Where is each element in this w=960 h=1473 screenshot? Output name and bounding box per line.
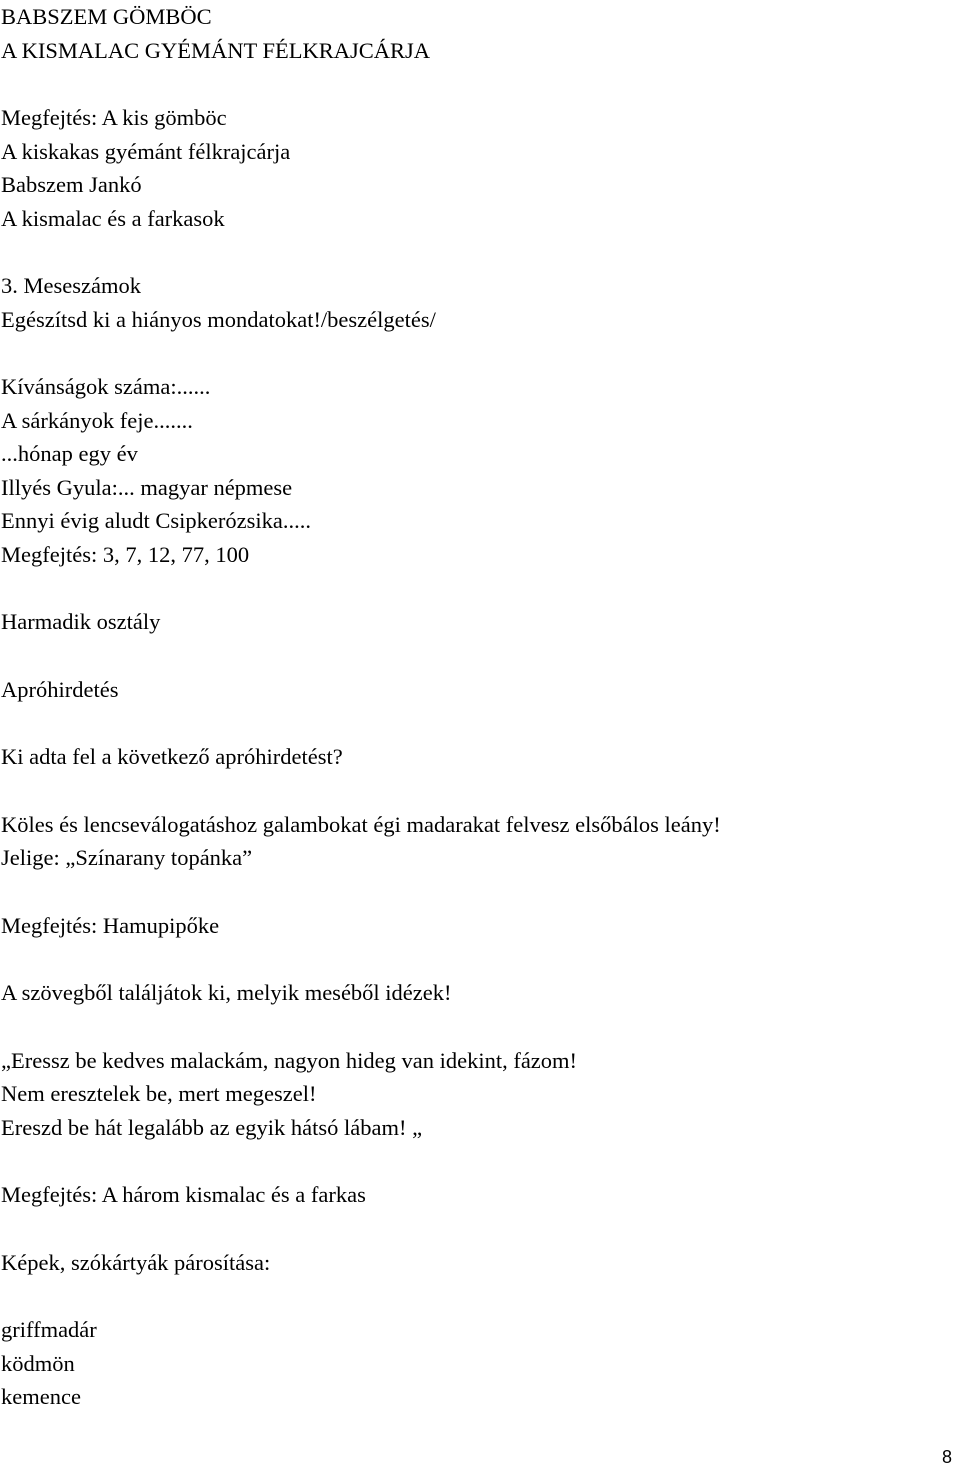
card-word: ködmön <box>1 1350 75 1376</box>
ad-question: Ki adta fel a következő apróhirdetést? <box>1 744 343 769</box>
spacer <box>1 1279 956 1313</box>
spacer <box>1 336 956 370</box>
spacer <box>1 1010 956 1044</box>
number-riddle-line: Illyés Gyula:... magyar népmese <box>1 474 293 500</box>
ad-answer: Megfejtés: Hamupipőke <box>1 912 220 938</box>
spacer <box>1 942 956 976</box>
page-number: 8 <box>941 1447 952 1467</box>
number-riddle-line: ...hónap egy év <box>1 441 138 466</box>
number-riddle-line: A sárkányok feje....... <box>1 407 193 433</box>
quote-line: Ereszd be hát legalább az egyik hátsó lábam! „ <box>1 1114 423 1140</box>
number-riddle-line: Kívánságok száma:...... <box>1 374 211 399</box>
card-word: kemence <box>1 1384 81 1409</box>
spacer <box>1 706 956 740</box>
document-body <box>1 0 956 1414</box>
quote-task: A szövegből találjátok ki, melyik meséből idézek! <box>1 980 452 1005</box>
number-riddle-line: Ennyi évig aludt Csipkerózsika..... <box>1 508 311 533</box>
spacer <box>1 639 956 673</box>
spacer <box>1 235 956 269</box>
title-line: BABSZEM GÖMBÖC <box>1 4 212 29</box>
answer-line: A kiskakas gyémánt félkrajcárja <box>1 138 291 164</box>
quote-line: „Eressz be kedves malackám, nagyon hideg van idekint, fázom! <box>1 1047 578 1073</box>
quote-line: Nem eresztelek be, mert megeszel! <box>1 1081 317 1106</box>
number-riddle-answer: Megfejtés: 3, 7, 12, 77, 100 <box>1 541 250 567</box>
ad-text-line: Jelige: „Színarany topánka” <box>1 845 253 870</box>
grade-heading: Harmadik osztály <box>1 609 161 634</box>
ad-heading: Apróhirdetés <box>1 676 119 702</box>
card-word: griffmadár <box>1 1317 97 1342</box>
answer-line: A kismalac és a farkasok <box>1 205 225 231</box>
section-instruction: Egészítsd ki a hiányos mondatokat!/beszélgetés/ <box>1 306 436 332</box>
section-heading: 3. Meseszámok <box>1 273 141 298</box>
cards-heading: Képek, szókártyák párosítása: <box>1 1249 271 1275</box>
spacer <box>1 1212 956 1246</box>
answer-line: Megfejtés: A kis gömböc <box>1 105 227 130</box>
spacer <box>1 571 956 605</box>
quote-answer: Megfejtés: A három kismalac és a farkas <box>1 1182 366 1207</box>
title-line: A KISMALAC GYÉMÁNT FÉLKRAJCÁRJA <box>1 37 431 63</box>
spacer <box>1 774 956 808</box>
answer-line: Babszem Jankó <box>1 172 142 197</box>
spacer <box>1 67 956 101</box>
spacer <box>1 1144 956 1178</box>
spacer <box>1 875 956 909</box>
ad-text-line: Köles és lencseválogatáshoz galambokat égi madarakat felvesz elsőbálos leány! <box>1 811 721 837</box>
